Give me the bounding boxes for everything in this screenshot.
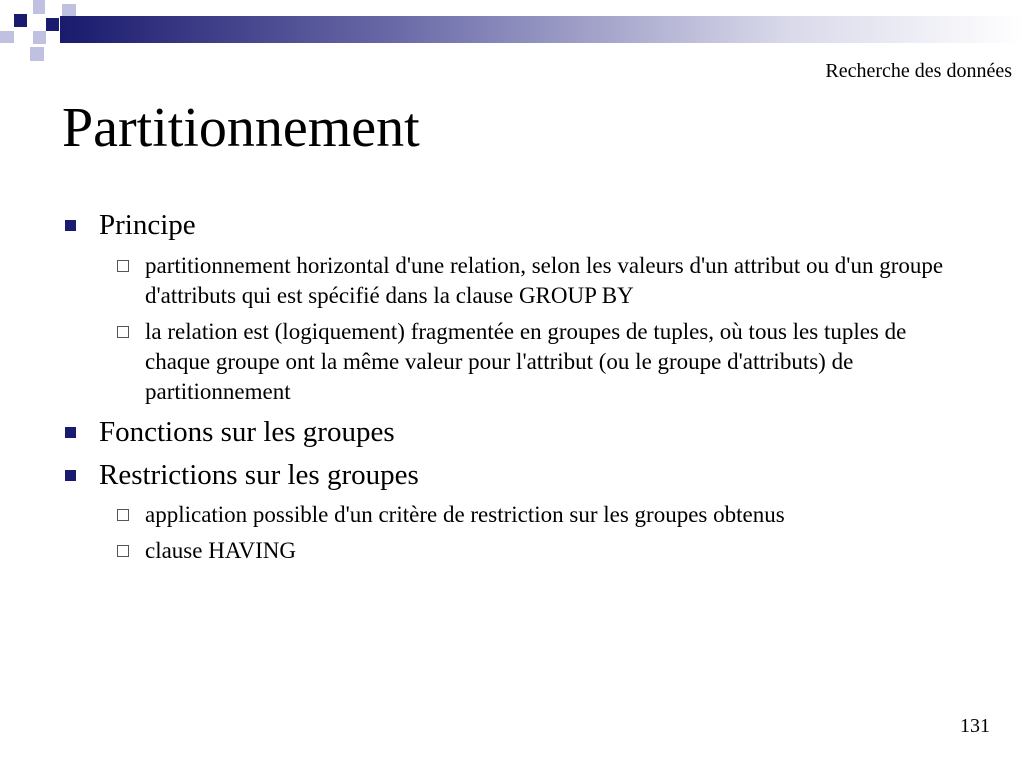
- hollow-square-icon: [117, 545, 129, 557]
- bullet-label: Restrictions sur les groupes: [99, 458, 419, 491]
- bullet-item: [62, 415, 962, 450]
- bullet-label: Principe: [99, 209, 196, 241]
- sub-bullet-item: [62, 500, 962, 530]
- sub-bullet-text: clause HAVING: [145, 538, 296, 564]
- slide-content: [62, 208, 962, 572]
- page-number: 131: [960, 715, 990, 737]
- deco-square-light: [0, 31, 14, 43]
- hollow-square-icon: [117, 509, 129, 521]
- hollow-square-icon: [117, 326, 129, 338]
- sub-bullet-text: partitionnement horizontal d'une relation, selon les valeurs d'un attribut ou d'un groupe d'attributs qui est spécifié dans la clause GROUP BY: [145, 252, 944, 308]
- sub-bullet-text: application possible d'un critère de restriction sur les groupes obtenus: [145, 502, 785, 528]
- bullet-label: Fonctions sur les groupes: [99, 415, 395, 448]
- sub-bullet-item: [62, 317, 962, 407]
- bullet-item: [62, 208, 962, 243]
- sub-bullet-text: la relation est (logiquement) fragmentée en groupes de tuples, où tous les tuples de chaque groupe ont la même valeur pour l'attribut (ou le groupe d'attributs) de partitionnement: [145, 318, 907, 404]
- deco-square-dark: [14, 14, 27, 27]
- slide-subtitle: Recherche des données: [825, 60, 1012, 82]
- filled-square-icon: [65, 220, 76, 231]
- deco-square-light: [30, 47, 44, 61]
- header-gradient-bar: [60, 16, 1024, 43]
- hollow-square-icon: [117, 260, 129, 272]
- filled-square-icon: [65, 470, 76, 481]
- deco-square-light: [33, 31, 46, 44]
- bullet-item: [62, 458, 962, 493]
- slide-title: Partitionnement: [62, 97, 420, 159]
- deco-square-dark: [46, 18, 59, 31]
- deco-square-light: [33, 0, 45, 14]
- filled-square-icon: [65, 427, 76, 438]
- sub-bullet-item: [62, 536, 962, 566]
- sub-bullet-item: [62, 251, 962, 311]
